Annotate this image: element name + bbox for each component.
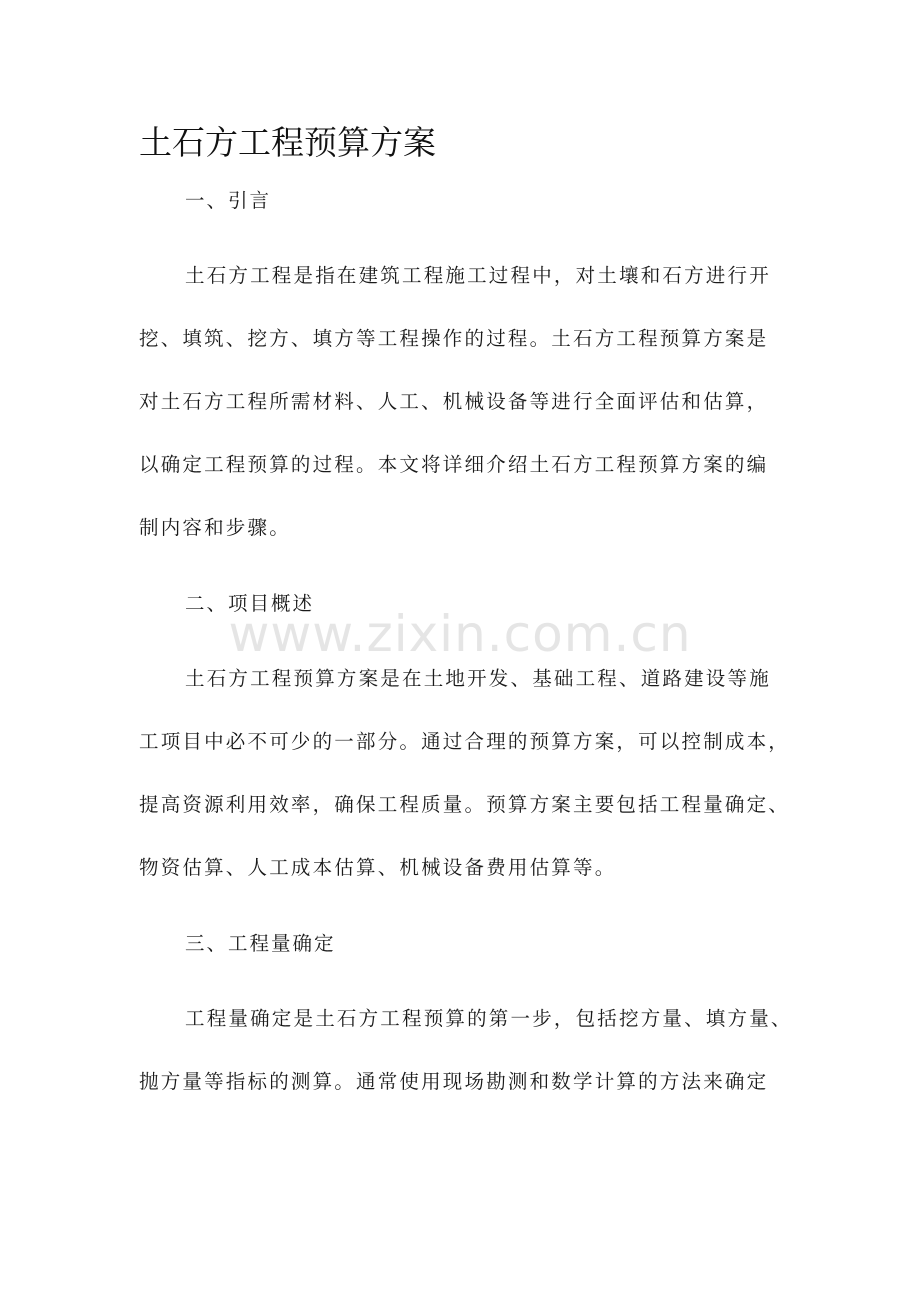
paragraph-line: 抛方量等指标的测算。通常使用现场勘测和数学计算的方法来确定	[139, 1070, 769, 1093]
paragraph-line: 提高资源利用效率，确保工程质量。预算方案主要包括工程量确定、	[139, 793, 791, 816]
paragraph-line: 工项目中必不可少的一部分。通过合理的预算方案，可以控制成本，	[139, 730, 791, 753]
document-title: 土石方工程预算方案	[139, 123, 436, 162]
watermark: www.zixin.com.cn	[228, 605, 692, 663]
paragraph-line: 工程量确定是土石方工程预算的第一步，包括挖方量、填方量、	[185, 1007, 793, 1030]
paragraph-line: 土石方工程预算方案是在土地开发、基础工程、道路建设等施	[185, 667, 771, 690]
paragraph-line: 以确定工程预算的过程。本文将详细介绍土石方工程预算方案的编	[139, 453, 769, 476]
section-heading-introduction: 一、引言	[185, 189, 272, 212]
paragraph-line: 物资估算、人工成本估算、机械设备费用估算等。	[139, 856, 617, 879]
section-heading-project-overview: 二、项目概述	[185, 592, 315, 615]
paragraph-line: 制内容和步骤。	[139, 516, 291, 539]
section-heading-quantity-determination: 三、工程量确定	[185, 932, 336, 955]
paragraph-line: 挖、填筑、挖方、填方等工程操作的过程。土石方工程预算方案是	[139, 327, 769, 350]
paragraph-line: 对土石方工程所需材料、人工、机械设备等进行全面评估和估算，	[139, 390, 769, 413]
paragraph-line: 土石方工程是指在建筑工程施工过程中，对土壤和石方进行开	[185, 264, 771, 287]
